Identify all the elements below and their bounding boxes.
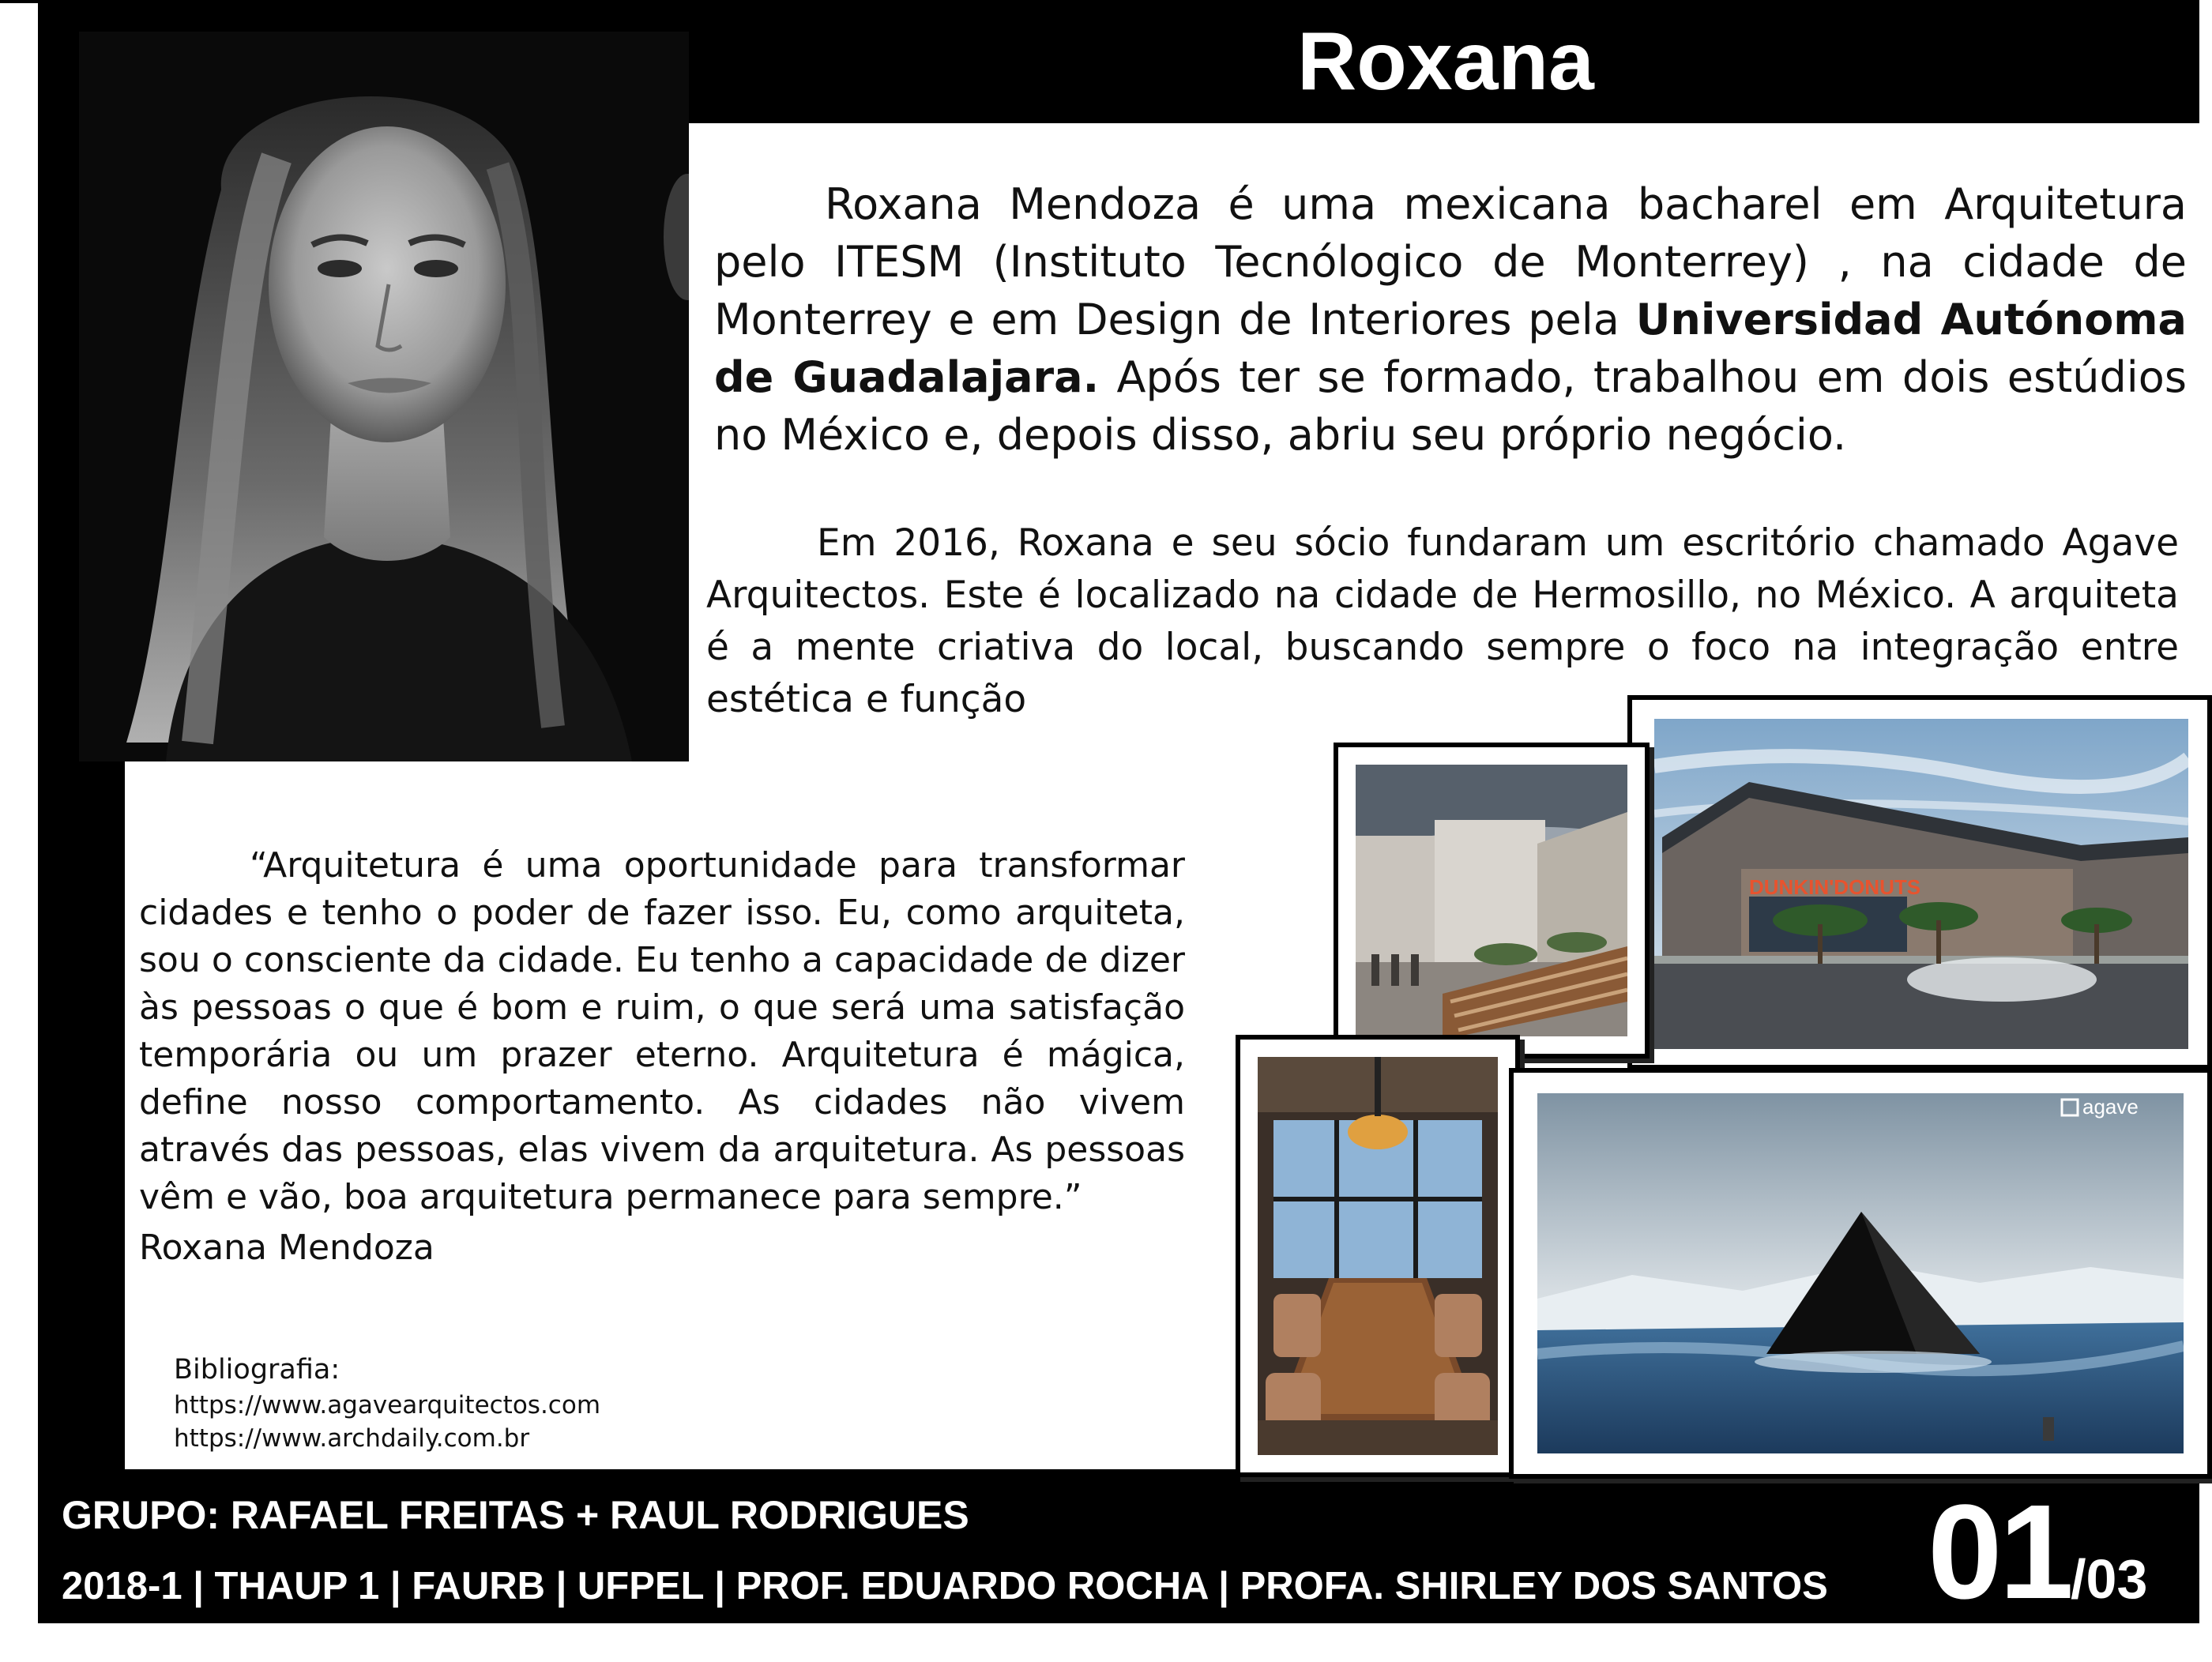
quote-author: Roxana Mendoza [139,1228,434,1268]
bibliography-heading: Bibliografia: [174,1354,340,1386]
page-title: Roxana [1297,16,1594,107]
photo-frame-pyramid [1509,1068,2212,1479]
house-exterior-photo [1356,765,1627,1036]
photo-frame-dunkin [1627,695,2212,1070]
photo-frame-house [1334,743,1650,1058]
bibliography [174,1351,600,1455]
photo-frame-interior [1236,1035,1520,1477]
portrait-photo [79,32,689,761]
bio-text-end: Após ter se formado, trabalhou em dois estúdios no México e, depois disso, abriu seu próprio negócio. [714,352,2187,460]
page-total: /03 [2071,1548,2148,1610]
course-info: 2018-1 | THAUP 1 | FAURB | UFPEL | PROF. EDUARDO ROCHA | PROFA. SHIRLEY DOS SANTOS [62,1565,1828,1607]
bio-text: Roxana Mendoza é uma mexicana bacharel em Arquitetura pelo ITESM (Instituto Tecnólogico de Monterrey) , na cidade de Monterrey e em Design de Interiores pela [714,179,2187,344]
bibliography-link[interactable]: https://www.agavearquitectos.com [174,1391,601,1419]
page-number [1928,1477,2148,1662]
group-members: GRUPO: RAFAEL FREITAS + RAUL RODRIGUES [62,1493,969,1537]
bio-university: Universidad Autónoma de Guadalajara. [714,295,2187,402]
page-current: 01 [1928,1477,2071,1627]
architect-quote: “Arquitetura é uma oportunidade para transformar cidades e tenho o poder de fazer isso. Eu, como arquiteta, sou o consciente da cidade. Eu tenho a capacidade de dizer às pessoas o que é bom e ruim, o que será uma satisfação temporária ou um prazer eterno. Arquitetura é mágica, define nosso comportamento. As cidades não vivem através das pessoas, elas vivem da arquitetura. As pessoas vêm e vão, boa arquitetura permanece para sempre.” [139,845,1185,1217]
meeting-room-photo [1258,1057,1498,1455]
pyramid-render-photo [1537,1093,2184,1453]
bio-paragraph-2: Em 2016, Roxana e seu sócio fundaram um escritório chamado Agave Arquitectos. Este é localizado na cidade de Hermosillo, no México. A arquiteta é a mente criativa do local, buscando sempre o foco na integração entre estética e função [706,521,2179,721]
agave-watermark: agave [2082,1095,2139,1119]
bio-paragraph-1 [714,175,2187,464]
bibliography-link[interactable]: https://www.archdaily.com.br [174,1424,530,1453]
dunkin-building-photo [1654,719,2188,1049]
dunkin-sign: DUNKIN'DONUTS [1749,875,1921,899]
portrait-illustration [79,32,689,761]
